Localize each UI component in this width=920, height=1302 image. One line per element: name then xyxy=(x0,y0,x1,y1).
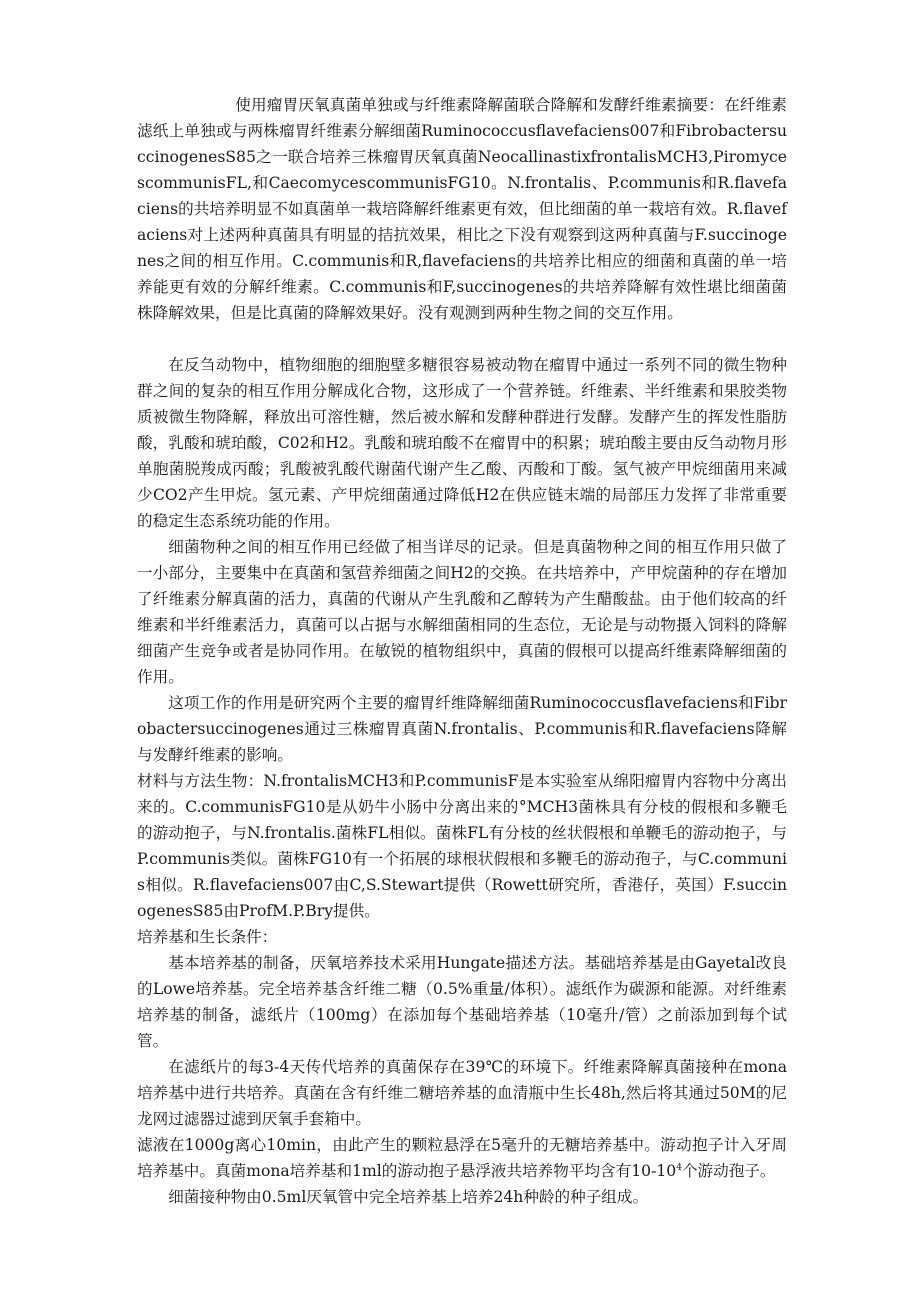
media-paragraph-3-end: 个游动孢子。 xyxy=(681,1162,776,1180)
media-paragraph-3-text: 滤液在1000g离心10min，由此产生的颗粒悬浮在5毫升的无糖培养基中。游动抱子计入牙周培养基中。真菌mona培养基和1ml的游动抱子悬浮液共培养物平均含有10-10 xyxy=(137,1136,787,1180)
media-heading: 培养基和生长条件： xyxy=(137,928,278,946)
abstract-paragraph: 使用瘤胃厌氧真菌单独或与纤维素降解菌联合降解和发酵纤维素摘要：在纤维素滤纸上单独或与两株瘤胃纤维素分解细菌Ruminococcusflavefaciens007和FibrobactersuccinogenesS85之一联合培养三株瘤胃厌氧真菌NeocallinastixfrontalisMCH3,PiromycescommunisFL,和CaecomycescommunisFG10。N.frontalis、P.communis和R.flavefaciens的共培养明显不如真菌单一栽培降解纤维素更有效，但比细菌的单一栽培有效。R.flavefaciens对上述两种真菌具有明显的拮抗效果，相比之下没有观察到这两种真菌与F.succinogenes之间的相互作用。C.communis和R,flavefaciens的共培养比相应的细菌和真菌的单一培养能更有效的分解纤维素。C.communis和F,succinogenes的共培养降解有效性堪比细菌菌株降解效果，但是比真菌的降解效果好。没有观测到两种生物之间的交互作用。 xyxy=(137,96,787,322)
media-paragraph-1: 基本培养基的制备，厌氧培养技术采用Hungate描述方法。基础培养基是由Gayetal改良的Lowe培养基。完全培养基含纤维二糖（0.5%重量/体积）。滤纸作为碳源和能源。对纤维素培养基的制备，滤纸片（100mg）在添加每个基础培养基（10毫升/管）之前添加到每个试管。 xyxy=(137,954,787,1050)
paragraph-gap xyxy=(137,326,787,352)
intro-paragraph-2: 细菌物种之间的相互作用已经做了相当详尽的记录。但是真菌物种之间的相互作用只做了一小部分，主要集中在真菌和氢营养细菌之间H2的交换。在共培养中，产甲烷菌种的存在增加了纤维素分解真菌的活力，真菌的代谢从产生乳酸和乙醇转为产生醋酸盐。由于他们较高的纤维素和半纤维素活力，真菌可以占据与水解细菌相同的生态位，无论是与动物摄入饲料的降解细菌产生竞争或者是协同作用。在敏锐的植物组织中，真菌的假根可以提高纤维素降解细菌的作用。 xyxy=(137,538,787,686)
media-paragraph-3 xyxy=(137,1132,787,1184)
media-paragraph-2: 在滤纸片的每3-4天传代培养的真菌保存在39℃的环境下。纤维素降解真菌接种在mona培养基中进行共培养。真菌在含有纤维二糖培养基的血清瓶中生长48h,然后将其通过50M的尼龙网过滤器过滤到厌氧手套箱中。 xyxy=(137,1058,787,1128)
document-page xyxy=(137,92,787,1210)
media-paragraph-4: 细菌接种物由0.5ml厌氧管中完全培养基上培养24h种龄的种子组成。 xyxy=(168,1188,649,1206)
intro-paragraph-1: 在反刍动物中，植物细胞的细胞壁多糖很容易被动物在瘤胃中通过一系列不同的微生物种群之间的复杂的相互作用分解成化合物，这形成了一个营养链。纤维素、半纤维素和果胶类物质被微生物降解，释放出可溶性糖，然后被水解和发酵种群进行发酵。发酵产生的挥发性脂肪酸，乳酸和琥珀酸，C02和H2。乳酸和琥珀酸不在瘤胃中的积累；琥珀酸主要由反刍动物月形单胞菌脱羧成丙酸；乳酸被乳酸代谢菌代谢产生乙酸、丙酸和丁酸。氢气被产甲烷细菌用来减少CO2产生甲烷。氢元素、产甲烷细菌通过降低H2在供应链末端的局部压力发挥了非常重要的稳定生态系统功能的作用。 xyxy=(137,356,787,530)
methods-organisms-paragraph: 材料与方法生物：N.frontalisMCH3和P.communisF是本实验室从绵阳瘤胃内容物中分离出来的。C.communisFG10是从奶牛小肠中分离出来的°MCH3菌株具有分枝的假根和多鞭毛的游动抱子，与N.frontalis.菌株FL相似。菌株FL有分枝的丝状假根和单鞭毛的游动抱子，与P.communis类似。菌株FG10有一个拓展的球根状假根和多鞭毛的游动孢子，与C.communis相似。R.flavefaciens007由C,S.Stewart提供（Rowett研究所，香港仔，英国）F.succinogenesS85由ProfM.P.Bry提供。 xyxy=(137,772,787,920)
media-paragraph-3-superscript: 4 xyxy=(676,1162,682,1173)
intro-paragraph-3: 这项工作的作用是研究两个主要的瘤胃纤维降解细菌Ruminococcusflavefaciens和Fibrobactersuccinogenes通过三株瘤胃真菌N.frontalis、P.communis和R.flavefaciens降解与发酵纤维素的影响。 xyxy=(137,694,787,764)
